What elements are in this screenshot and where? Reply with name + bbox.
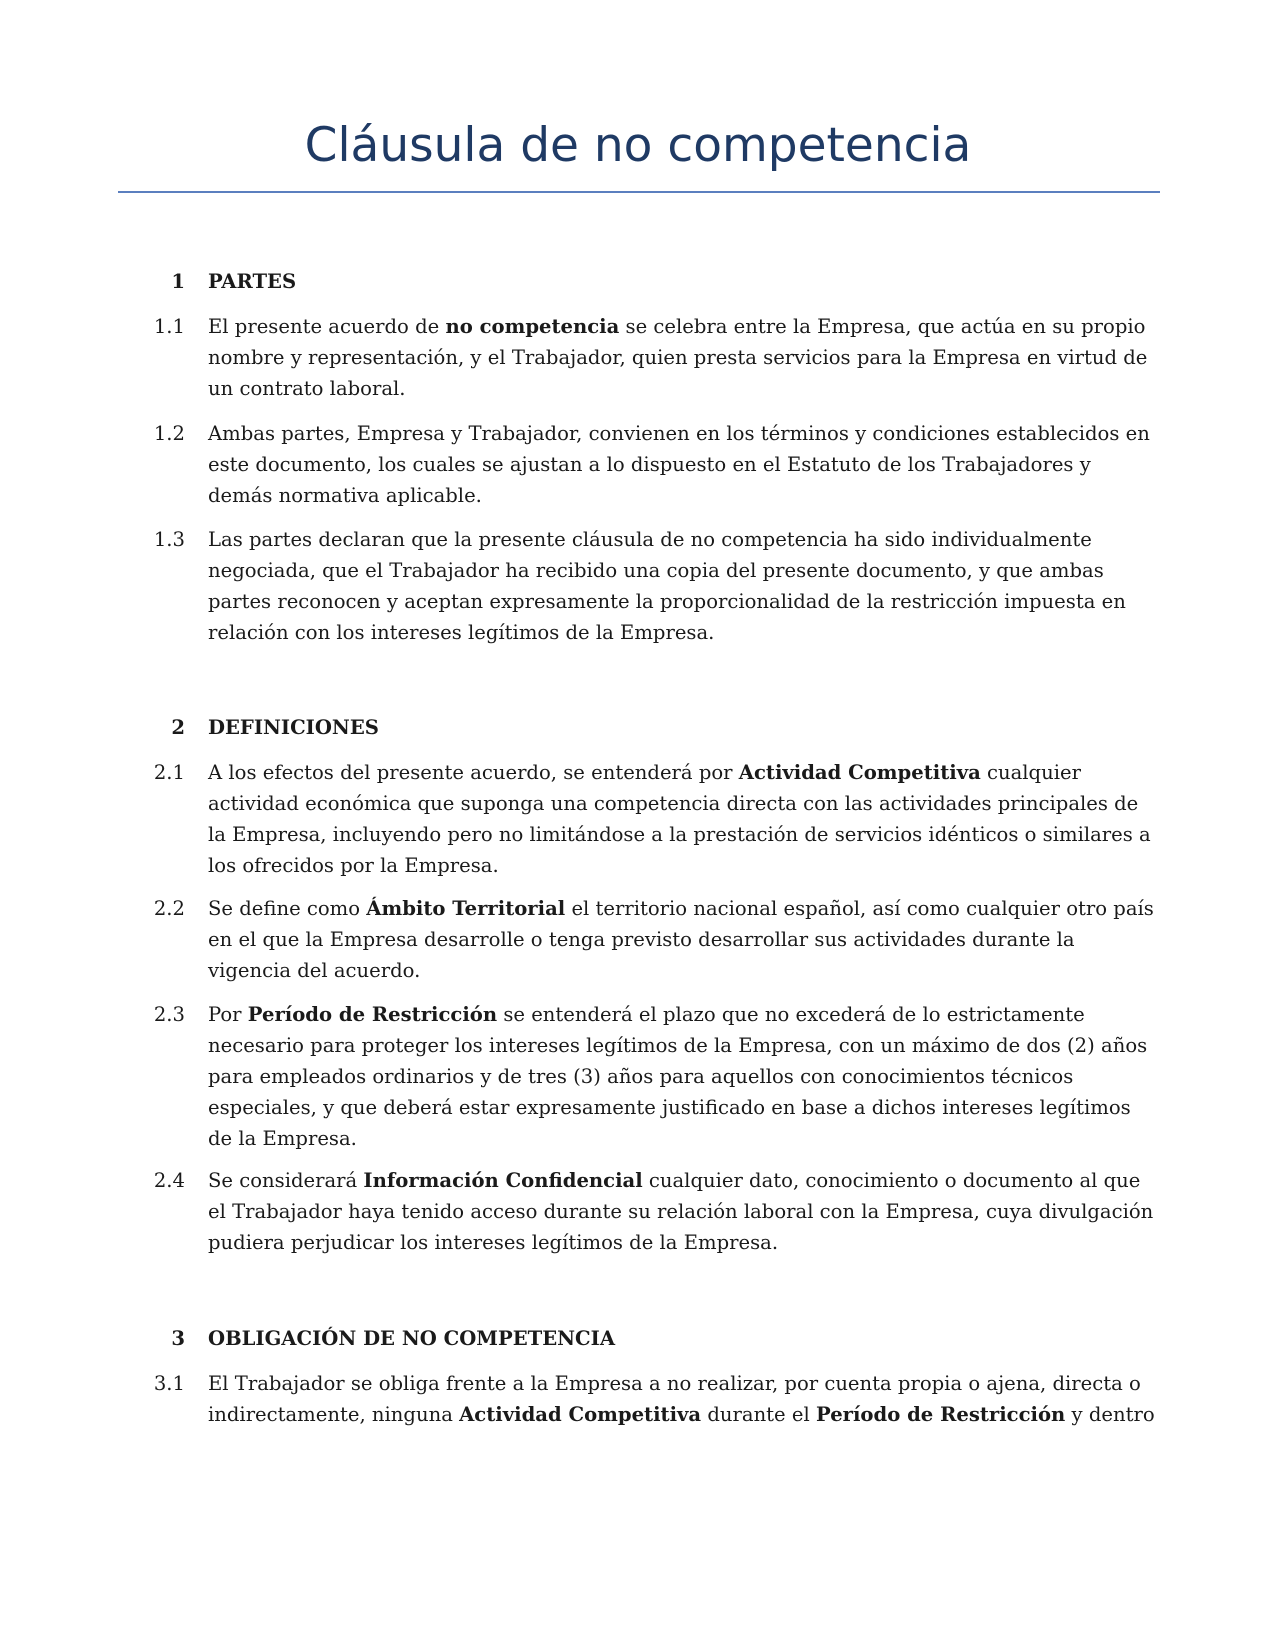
clause-line: vigencia del acuerdo. [208, 959, 421, 982]
section-title: PARTES [208, 270, 297, 293]
clause-line: indirectamente, ninguna Actividad Competitiva durante el Período de Restricción y dentro [208, 1403, 1155, 1426]
clause-line: de la Empresa. [208, 1127, 357, 1150]
clause-line: un contrato laboral. [208, 377, 406, 400]
clause-line: negociada, que el Trabajador ha recibido una copia del presente documento, y que ambas [208, 559, 1104, 582]
clause-text [208, 524, 1138, 648]
clause-line: el Trabajador haya tenido acceso durante su relación laboral con la Empresa, cuya divulgación [208, 1200, 1154, 1223]
clause-line: relación con los intereses legítimos de la Empresa. [208, 621, 715, 644]
clause-text [208, 311, 1148, 404]
clause-line: demás normativa aplicable. [208, 484, 482, 507]
clause-line: los ofrecidos por la Empresa. [208, 854, 499, 877]
document-title: Cláusula de no competencia [304, 118, 972, 173]
clause-text [208, 1368, 1155, 1430]
defined-term: Información Confidencial [363, 1169, 643, 1192]
clause-line: Por Período de Restricción se entenderá el plazo que no excederá de lo estrictamente [208, 1003, 1085, 1026]
clause-line: la Empresa, incluyendo pero no limitándose a la prestación de servicios idénticos o similares a [208, 823, 1151, 846]
clause-text [208, 1165, 1154, 1258]
clause-line: A los efectos del presente acuerdo, se entenderá por Actividad Competitiva cualquier [208, 761, 1081, 784]
section-number: 2 [171, 716, 185, 739]
clause-line: este documento, los cuales se ajustan a lo dispuesto en el Estatuto de los Trabajadores y [208, 453, 1091, 476]
clause-line: partes reconocen y aceptan expresamente la proporcionalidad de la restricción impuesta en [208, 590, 1126, 613]
clause-number: 2.4 [153, 1169, 185, 1192]
clause-line: nombre y representación, y el Trabajador, quien presta servicios para la Empresa en virtud de [208, 346, 1148, 369]
clause-line: actividad económica que suponga una competencia directa con las actividades principales de [208, 792, 1139, 815]
defined-term: Actividad Competitiva [738, 761, 981, 784]
clause-number: 2.2 [153, 897, 185, 920]
clause-line: El Trabajador se obliga frente a la Empresa a no realizar, por cuenta propia o ajena, directa o [208, 1372, 1141, 1395]
clause-line: especiales, y que deberá estar expresamente justificado en base a dichos intereses legítimos [208, 1096, 1131, 1119]
clause-number: 2.1 [153, 761, 185, 784]
clause-line: en el que la Empresa desarrolle o tenga previsto desarrollar sus actividades durante la [208, 928, 1075, 951]
clause-text [208, 999, 1148, 1154]
clause-line: para empleados ordinarios y de tres (3) años para aquellos con conocimientos técnicos [208, 1065, 1074, 1088]
clause-line: pudiera perjudicar los intereses legítimos de la Empresa. [208, 1231, 779, 1254]
clause-number: 1.2 [153, 422, 185, 445]
title-divider [118, 191, 1160, 193]
clause-number: 3.1 [153, 1372, 185, 1395]
clause-line: El presente acuerdo de no competencia se celebra entre la Empresa, que actúa en su propio [208, 315, 1146, 338]
defined-term: Ámbito Territorial [366, 897, 566, 920]
clause-text [208, 893, 1154, 986]
clause-number: 1.3 [153, 528, 185, 551]
clause-number: 1.1 [153, 315, 185, 338]
defined-term: Actividad Competitiva [459, 1403, 702, 1426]
clause-line: necesario para proteger los intereses legítimos de la Empresa, con un máximo de dos (2) años [208, 1034, 1148, 1057]
clause-text [208, 418, 1150, 511]
clause-line: Se considerará Información Confidencial cualquier dato, conocimiento o documento al que [208, 1169, 1141, 1192]
clause-line: Ambas partes, Empresa y Trabajador, convienen en los términos y condiciones establecidos en [208, 422, 1150, 445]
section-number: 1 [171, 270, 185, 293]
defined-term: Período de Restricción [815, 1403, 1066, 1426]
section-number: 3 [171, 1327, 185, 1350]
defined-term: Período de Restricción [247, 1003, 498, 1026]
clause-line: Se define como Ámbito Territorial el territorio nacional español, así como cualquier otro país [208, 897, 1154, 920]
section-title: OBLIGACIÓN DE NO COMPETENCIA [208, 1327, 616, 1350]
section-title: DEFINICIONES [208, 716, 379, 739]
clause-number: 2.3 [153, 1003, 185, 1026]
clause-text [208, 757, 1151, 881]
clause-line: Las partes declaran que la presente cláusula de no competencia ha sido individualmente [208, 528, 1092, 551]
defined-term: no competencia [445, 315, 620, 338]
